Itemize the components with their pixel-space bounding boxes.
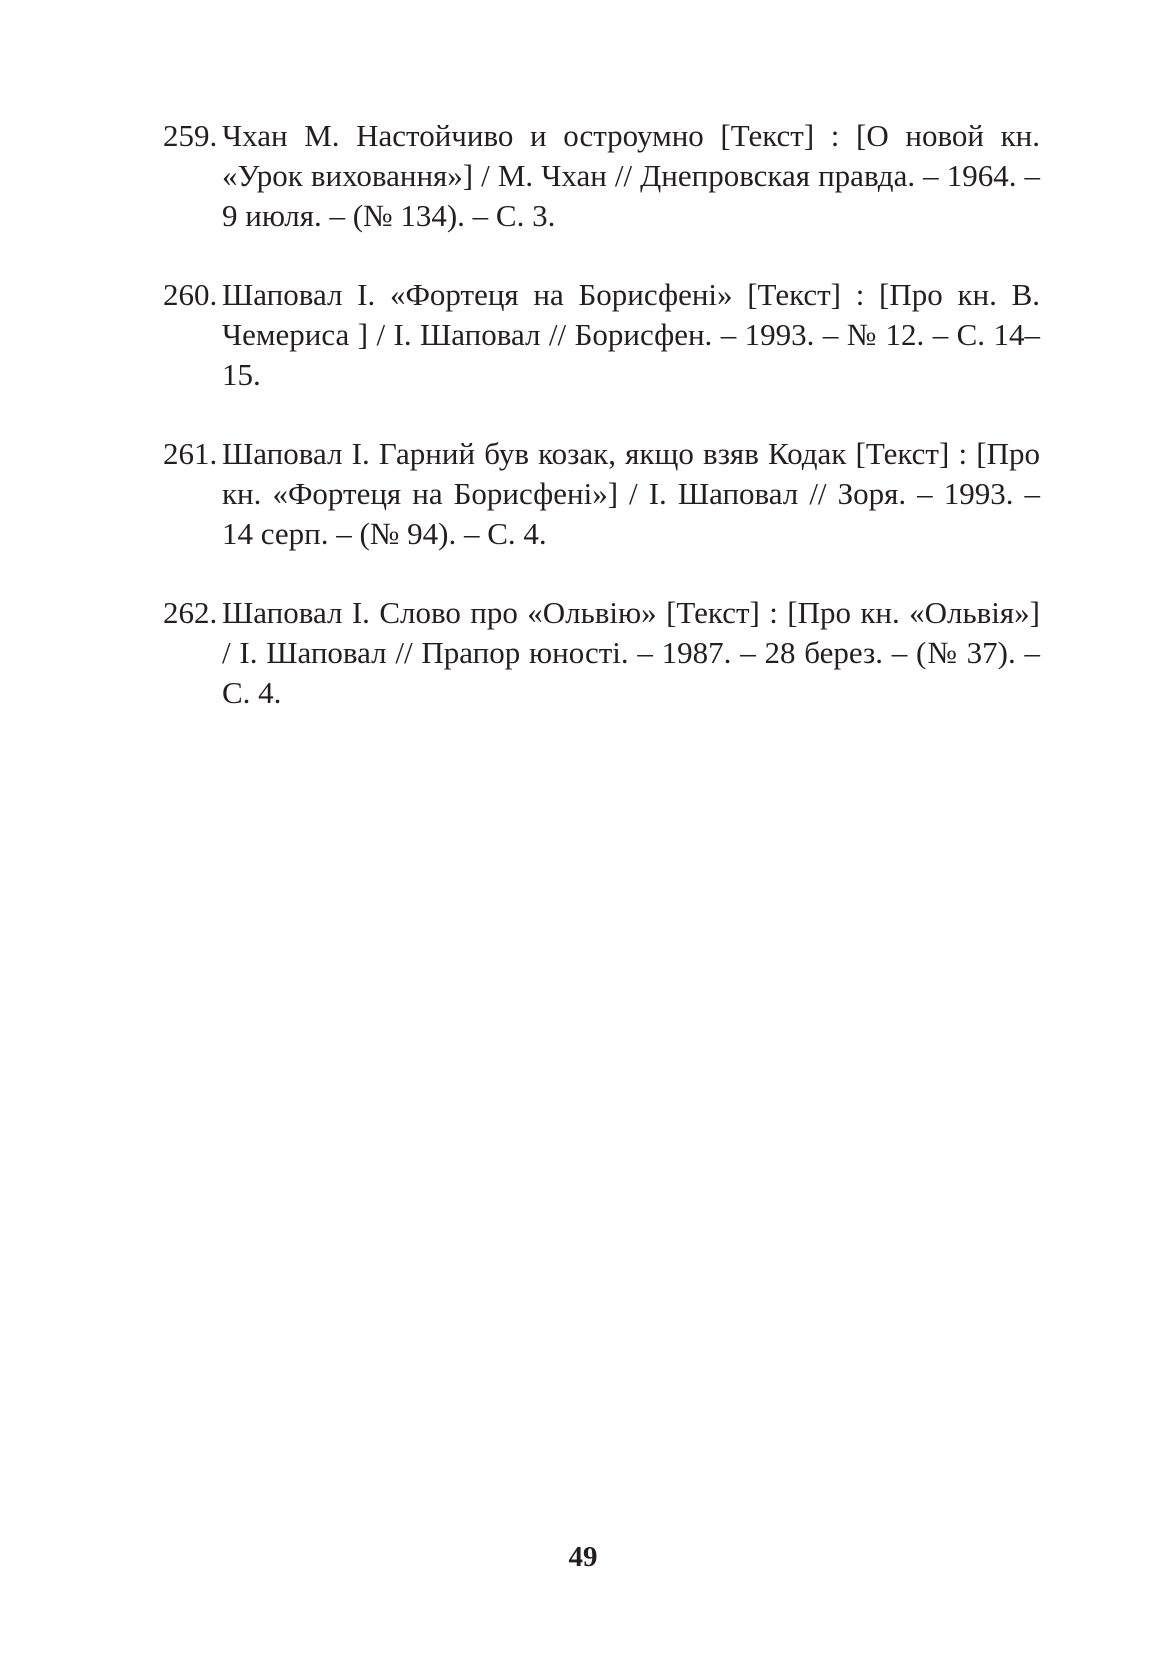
bibliography-entry-262 (163, 593, 1040, 713)
bibliography-entry-261 (163, 434, 1040, 554)
entry-text: Шаповал І. Слово про «Ольвію» [Текст] : [Про кн. «Ольвія»] / І. Шаповал // Прапор юності. – 1987. – 28 берез. – (№ 37). – С. 4. (222, 595, 1040, 710)
entry-text: Шаповал І. «Фортеця на Борисфені» [Текст] : [Про кн. В. Чемериса ] / І. Шаповал // Борисфен. – 1993. – № 12. – С. 14–15. (222, 277, 1040, 392)
entry-number: 261. (163, 436, 218, 471)
entry-number: 260. (163, 277, 218, 312)
entry-number: 259. (163, 118, 218, 153)
bibliography-entry-260 (163, 275, 1040, 395)
bibliography-list (163, 116, 1040, 752)
entry-number: 262. (163, 595, 218, 630)
page-number: 49 (568, 1541, 598, 1573)
bibliography-entry-259 (163, 116, 1040, 236)
entry-text: Шаповал І. Гарний був козак, якщо взяв Кодак [Текст] : [Про кн. «Фортеця на Борисфені»] / І. Шаповал // Зоря. – 1993. – 14 серп. – (№ 94). – С. 4. (222, 436, 1040, 551)
entry-text: Чхан М. Настойчиво и остроумно [Текст] : [О новой кн. «Урок виховання»] / М. Чхан // Днепровская правда. – 1964. – 9 июля. – (№ 134). – С. 3. (222, 118, 1040, 233)
